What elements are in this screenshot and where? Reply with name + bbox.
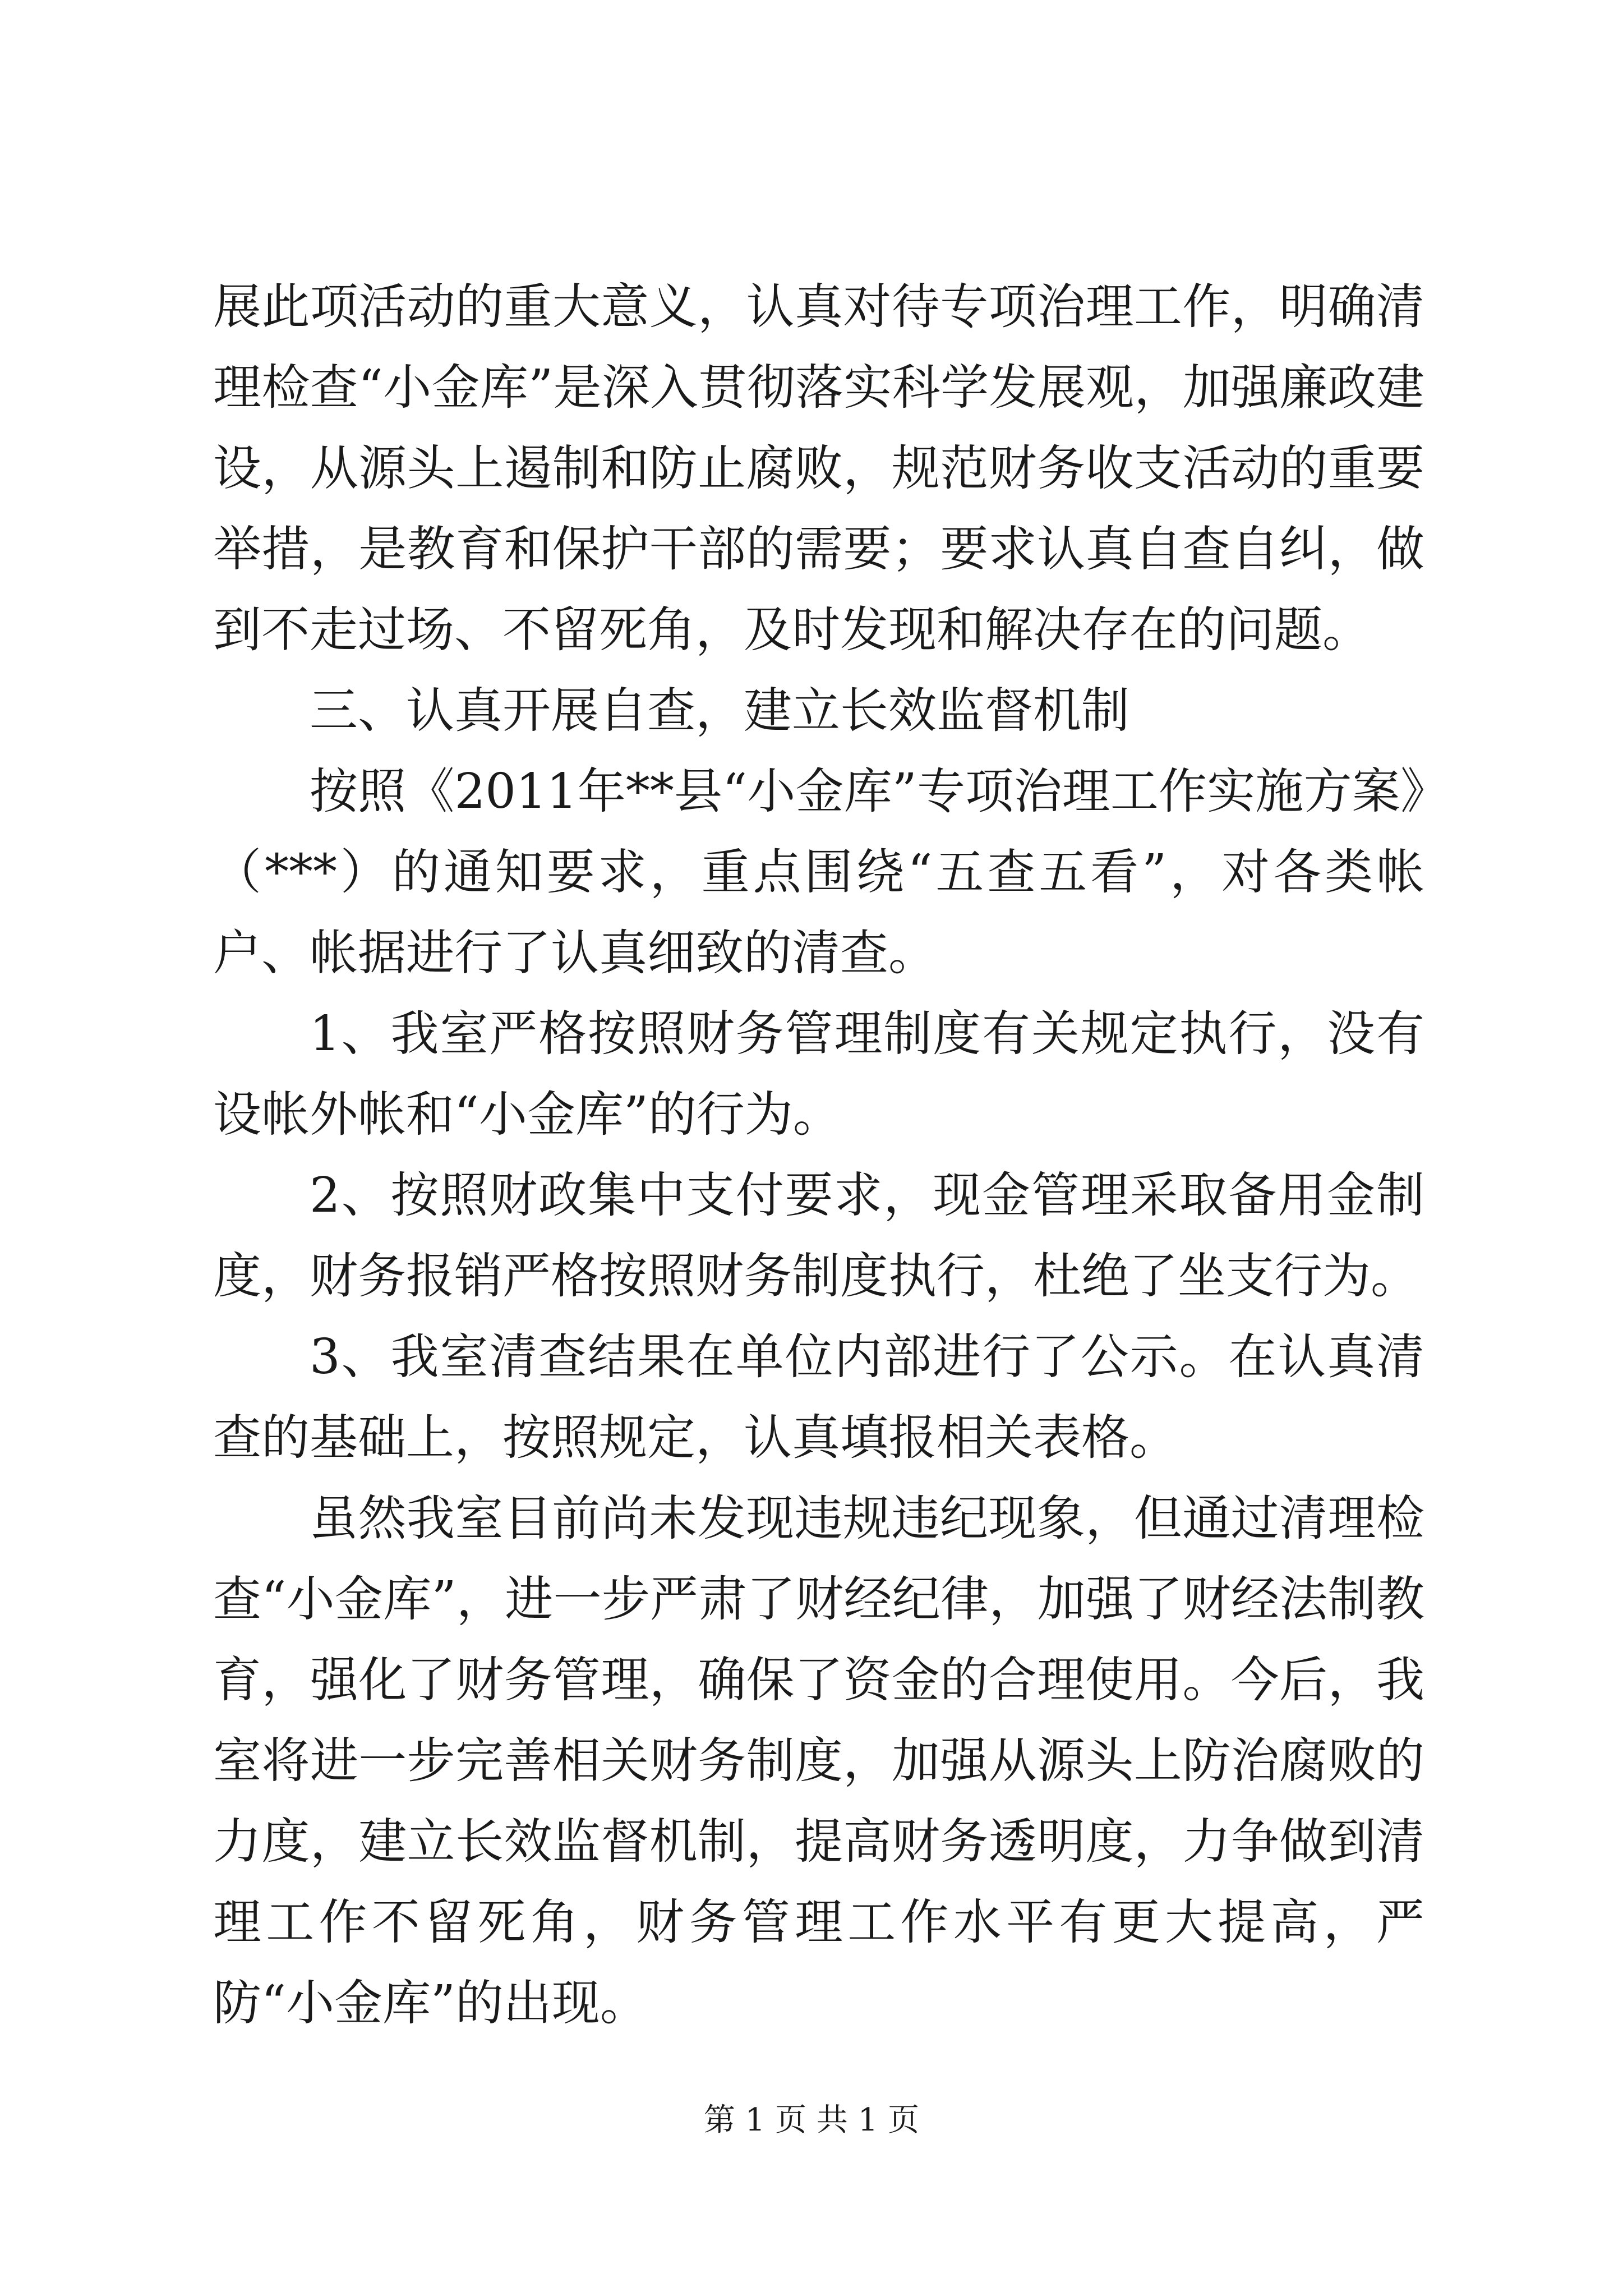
list-item-2: 2、按照财政集中支付要求，现金管理采取备用金制度，财务报销严格按照财务制度执行，杜绝了坐支行为。 (213, 1167, 1424, 1304)
list-item-3: 3、我室清查结果在单位内部进行了公示。在认真清查的基础上，按照规定，认真填报相关表格。 (213, 1329, 1424, 1466)
paragraph-conclusion: 虽然我室目前尚未发现违规违纪现象，但通过清理检查“小金库”，进一步严肃了财经纪律，加强了财经法制教育，强化了财务管理，确保了资金的合理使用。今后，我室将进一步完善相关财务制度，加强从源头上防治腐败的力度，建立长效监督机制，提高财务透明度，力争做到清理工作不留死角，财务管理工作水平有更大提高，严防“小金库”的出现。 (213, 1490, 1424, 2031)
paragraph-2: 按照《2011年**县“小金库”专项治理工作实施方案》（***）的通知要求，重点围绕“五查五看”，对各类帐户、帐据进行了认真细致的清查。 (213, 763, 1424, 981)
section-heading-3: 三、认真开展自查，建立长效监督机制 (310, 683, 1129, 739)
page-footer (0, 2101, 1623, 2140)
paragraph-1: 展此项活动的重大意义，认真对待专项治理工作，明确清理检查“小金库”是深入贯彻落实科学发展观，加强廉政建设，从源头上遏制和防止腐败，规范财务收支活动的重要举措，是教育和保护干部的需要；要求认真自查自纠，做到不走过场、不留死角，及时发现和解决存在的问题。 (213, 279, 1424, 658)
page-number-label: 第 1 页 共 1 页 (703, 2102, 920, 2138)
list-item-1: 1、我室严格按照财务管理制度有关规定执行，没有设帐外帐和“小金库”的行为。 (213, 1006, 1424, 1143)
document-body (213, 266, 1424, 2044)
